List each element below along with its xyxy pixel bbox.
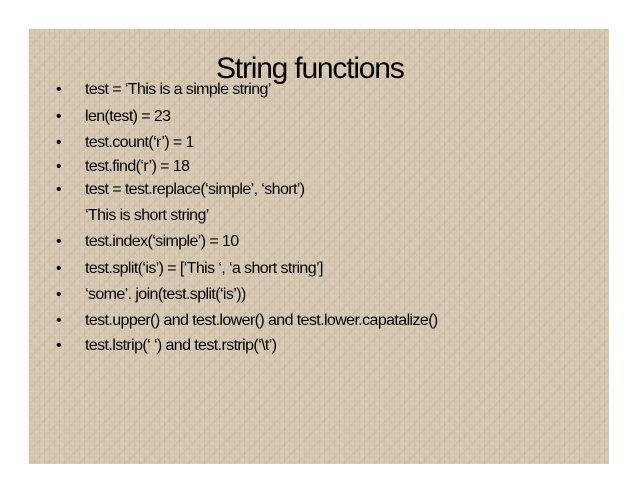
bullet-line-8: ‘some’. join(test.split(‘is’)) xyxy=(85,286,246,303)
bullet-marker: • xyxy=(56,81,62,98)
bullet-line-9: test.upper() and test.lower() and test.lower.capatalize() xyxy=(85,312,438,329)
bullet-marker: • xyxy=(56,181,62,198)
bullet-marker: • xyxy=(56,158,62,175)
slide-title: String functions xyxy=(216,52,404,85)
bullet-line-10: test.lstrip(‘ ‘) and test.rstrip(‘\t’) xyxy=(85,337,277,354)
continuation-line: ‘This is short string’ xyxy=(85,207,209,224)
bullet-marker: • xyxy=(56,134,62,151)
bullet-line-5: test = test.replace(‘simple’, ‘short’) xyxy=(85,181,305,198)
bullet-marker: • xyxy=(56,260,62,277)
bullet-line-4: test.find(‘r’) = 18 xyxy=(85,158,190,175)
bullet-line-6: test.index(‘simple’) = 10 xyxy=(85,233,239,250)
bullet-line-7: test.split(‘is’) = [‘This ‘, ‘a short string’] xyxy=(85,260,323,277)
bullet-marker: • xyxy=(56,233,62,250)
bullet-line-2: len(test) = 23 xyxy=(85,108,171,125)
slide xyxy=(29,29,609,464)
bullet-marker: • xyxy=(56,286,62,303)
bullet-line-3: test.count(‘r’) = 1 xyxy=(85,134,194,151)
bullet-marker: • xyxy=(56,108,62,125)
bullet-marker: • xyxy=(56,337,62,354)
bullet-marker: • xyxy=(56,312,62,329)
bullet-line-1: test = ‘This is a simple string’ xyxy=(85,81,271,98)
